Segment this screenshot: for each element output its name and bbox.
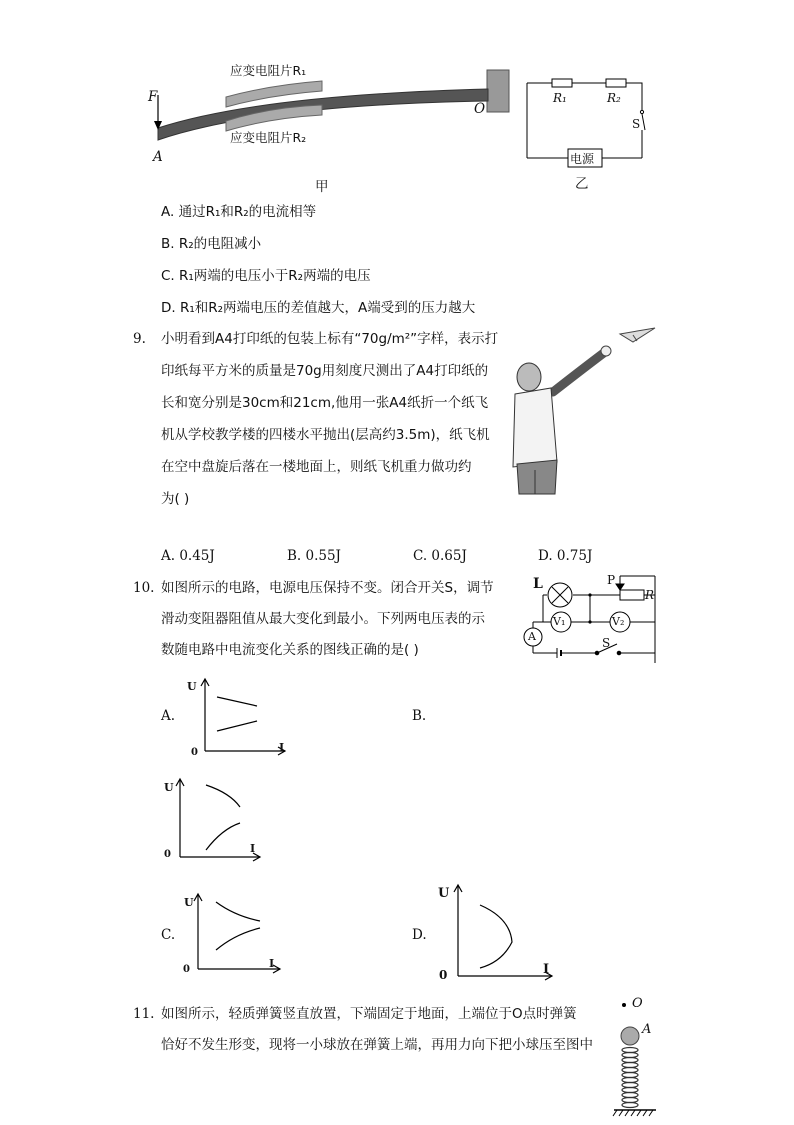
- q9-line-5: 在空中盘旋后落在一楼地面上，则纸飞机重力做功约: [161, 459, 472, 475]
- q11-line-2: 恰好不发生形变，现将一小球放在弹簧上端，再用力向下把小球压至图中: [161, 1037, 593, 1053]
- rheostat-r: [620, 590, 644, 600]
- q9-line-2: 印纸每平方米的质量是70g用刻度尺测出了A4打印纸的: [161, 363, 489, 379]
- line-increasing: [217, 721, 257, 731]
- q9-option-b: B. 0.55J: [287, 548, 341, 564]
- q9-number: 9.: [133, 331, 146, 347]
- axis-u: U: [187, 680, 197, 693]
- q10-number: 10.: [133, 580, 155, 596]
- circuit-label-r: R: [645, 588, 655, 602]
- q10-graph-b: [160, 775, 270, 865]
- q9-option-c: C. 0.65J: [413, 548, 467, 564]
- label-power-source: 电源: [570, 152, 595, 166]
- q10-option-b-label: B.: [412, 708, 427, 724]
- q9-option-d: D. 0.75J: [538, 548, 593, 564]
- boy-head: [517, 363, 541, 391]
- beam: [158, 89, 488, 140]
- spring-illustration: [608, 996, 668, 1121]
- label-gauge-r2: 应变电阻片R₂: [230, 130, 307, 145]
- ball: [621, 1027, 639, 1045]
- circuit-label-p: P: [607, 573, 616, 587]
- q10-graph-a: [185, 675, 295, 760]
- axis-i: I: [279, 741, 285, 754]
- axis-u: U: [164, 781, 174, 794]
- label-s: S: [632, 117, 641, 131]
- label-gauge-r1: 应变电阻片R₁: [230, 63, 307, 78]
- circuit-label-s: S: [602, 636, 611, 650]
- q10-graph-c: [180, 890, 290, 975]
- caption-jia: 甲: [315, 179, 329, 195]
- line-decreasing: [217, 697, 257, 706]
- figure-yi: [520, 70, 655, 195]
- q8-option-a: A. 通过R₁和R₂的电流相等: [161, 204, 317, 220]
- q10-option-a-label: A.: [161, 708, 176, 724]
- q11-number: 11.: [133, 1006, 155, 1022]
- spring-coil: [622, 1048, 638, 1108]
- circuit-label-v1: V₁: [553, 615, 566, 628]
- q10-line-3: 数随电路中电流变化关系的图线正确的是( ): [161, 642, 419, 658]
- axis-i: I: [250, 842, 256, 855]
- axis-u: U: [184, 896, 194, 909]
- circuit-label-l: L: [533, 576, 543, 592]
- point-o-dot: [622, 1003, 626, 1007]
- axis-u: U: [438, 886, 450, 901]
- circuit-label-v2: V₂: [612, 615, 625, 628]
- resistor-r1: [552, 79, 572, 87]
- circuit-label-a: A: [528, 630, 536, 643]
- axis-zero: 0: [164, 849, 171, 860]
- axis-zero: 0: [183, 964, 190, 975]
- q8-option-b: B. R₂的电阻减小: [161, 236, 262, 252]
- label-o: O: [474, 101, 486, 117]
- q10-line-2: 滑动变阻器阻值从最大变化到最小。下列两电压表的示: [161, 611, 485, 627]
- q9-option-a: A. 0.45J: [161, 548, 215, 564]
- q10-graph-d: [432, 880, 562, 982]
- q8-option-d: D. R₁和R₂两端电压的差值越大，A端受到的压力越大: [161, 300, 476, 316]
- cantilever-diagram: [140, 55, 520, 195]
- q9-line-6: 为( ): [161, 491, 190, 507]
- q9-line-1: 小明看到A4打印纸的包装上标有“70g/m²”字样，表示打: [161, 331, 499, 347]
- q11-line-1: 如图所示，轻质弹簧竖直放置，下端固定于地面，上端位于O点时弹簧: [161, 1006, 577, 1022]
- curve-bent: [480, 905, 512, 968]
- q9-line-3: 长和宽分别是30cm和21cm,他用一张A4纸折一个纸飞: [161, 395, 489, 411]
- curve-decreasing: [206, 785, 240, 807]
- label-f: F: [148, 89, 158, 105]
- q10-line-1: 如图所示的电路，电源电压保持不变。闭合开关S，调节: [161, 580, 494, 596]
- q10-option-c-label: C.: [161, 927, 176, 943]
- curve-decreasing: [216, 902, 260, 921]
- paper-plane-icon: [620, 328, 655, 342]
- boy-pants: [517, 460, 557, 494]
- switch-s: [642, 114, 645, 130]
- label-r1: R₁: [553, 91, 567, 105]
- boy-throwing-plane-illustration: [505, 322, 665, 497]
- resistor-r2: [606, 79, 626, 87]
- figure-jia: [140, 55, 520, 195]
- axis-zero: 0: [191, 747, 198, 758]
- label-a: A: [153, 149, 163, 165]
- axis-i: I: [543, 962, 550, 977]
- q8-option-c: C. R₁两端的电压小于R₂两端的电压: [161, 268, 371, 284]
- q10-option-d-label: D.: [412, 927, 427, 943]
- wall-block: [487, 70, 509, 112]
- q10-circuit: [515, 572, 660, 664]
- label-r2: R₂: [607, 91, 621, 105]
- q9-line-4: 机从学校教学楼的四楼水平抛出(层高约3.5m)，纸飞机: [161, 427, 490, 443]
- axis-i: I: [269, 957, 275, 970]
- caption-yi: 乙: [575, 176, 589, 192]
- axis-zero: 0: [439, 968, 448, 982]
- label-o: O: [632, 996, 643, 1011]
- boy-shirt: [513, 388, 557, 467]
- label-a: A: [642, 1022, 652, 1037]
- curve-increasing: [216, 928, 260, 950]
- curve-increasing: [206, 823, 240, 850]
